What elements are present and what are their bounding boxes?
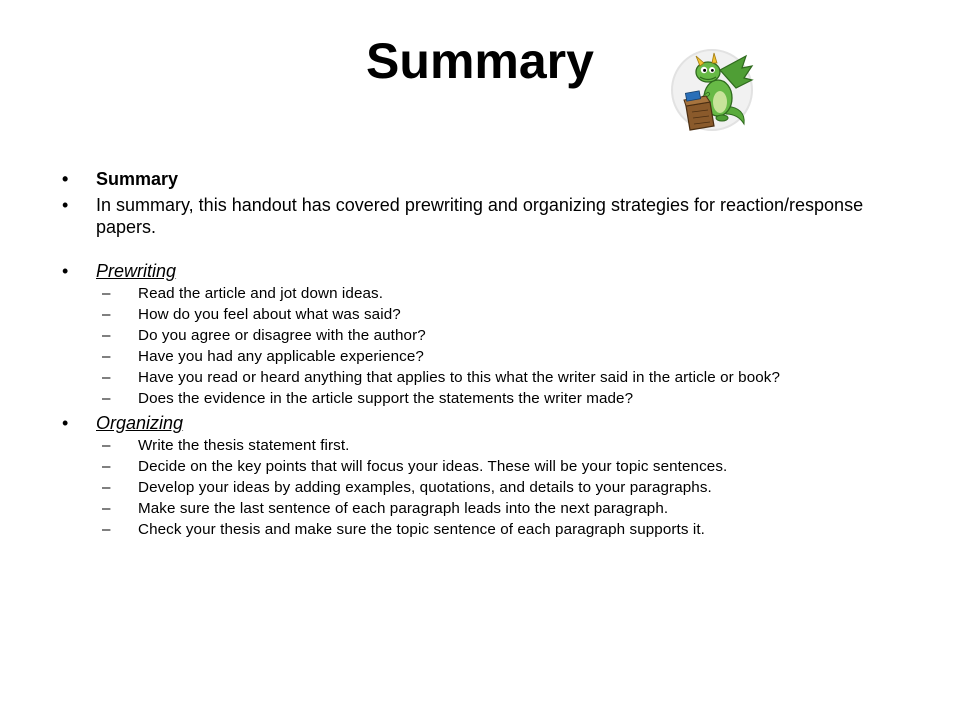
dash-icon: – [102,437,111,454]
sub-item-text: Read the article and jot down ideas. [138,285,384,302]
sub-item [62,391,882,406]
sub-item-text: Make sure the last sentence of each paragraph leads into the next paragraph. [138,500,669,517]
dash-icon: – [102,479,111,496]
bullet-icon: • [62,413,69,433]
bullet-item-intro [62,194,882,238]
sub-item-text: Decide on the key points that will focus your ideas. These will be your topic sentences. [138,458,728,475]
bullet-item-organizing [62,412,882,434]
bullet-icon: • [62,169,69,189]
bullet-icon: • [62,261,69,281]
sub-item-text: Have you read or heard anything that applies to this what the writer said in the article or book? [138,369,781,386]
sub-item-text: Develop your ideas by adding examples, quotations, and details to your paragraphs. [138,479,712,496]
sub-item [62,501,882,516]
sub-item [62,307,882,322]
bullet-item-summary [62,168,882,190]
sub-item [62,349,882,364]
bullet-text: Summary [96,169,179,189]
slide-title: Summary [366,33,594,89]
sub-item-text: How do you feel about what was said? [138,306,401,323]
sub-item [62,370,882,385]
dash-icon: – [102,390,111,407]
dash-icon: – [102,348,111,365]
bullet-icon: • [62,195,69,215]
dash-icon: – [102,500,111,517]
sub-item [62,328,882,343]
sub-item-text: Have you had any applicable experience? [138,348,424,365]
dragon-typewriter-icon [664,44,760,140]
organizing-sublist [62,438,882,537]
dash-icon: – [102,458,111,475]
sub-item-text: Write the thesis statement first. [138,437,350,454]
section-heading-organizing: Organizing [96,413,184,433]
sub-item-text: Do you agree or disagree with the author? [138,327,426,344]
bullet-text: In summary, this handout has covered prewriting and organizing strategies for reaction/response papers. [96,195,864,237]
sub-item-text: Does the evidence in the article support the statements the writer made? [138,390,634,407]
sub-item [62,522,882,537]
dash-icon: – [102,306,111,323]
sub-item [62,459,882,474]
sub-item [62,438,882,453]
dash-icon: – [102,285,111,302]
sub-item-text: Check your thesis and make sure the topic sentence of each paragraph supports it. [138,521,705,538]
sub-item [62,286,882,301]
bullet-list [62,168,882,543]
dash-icon: – [102,369,111,386]
dash-icon: – [102,327,111,344]
dash-icon: – [102,521,111,538]
bullet-item-prewriting [62,260,882,282]
sub-item [62,480,882,495]
section-heading-prewriting: Prewriting [96,261,177,281]
prewriting-sublist [62,286,882,406]
